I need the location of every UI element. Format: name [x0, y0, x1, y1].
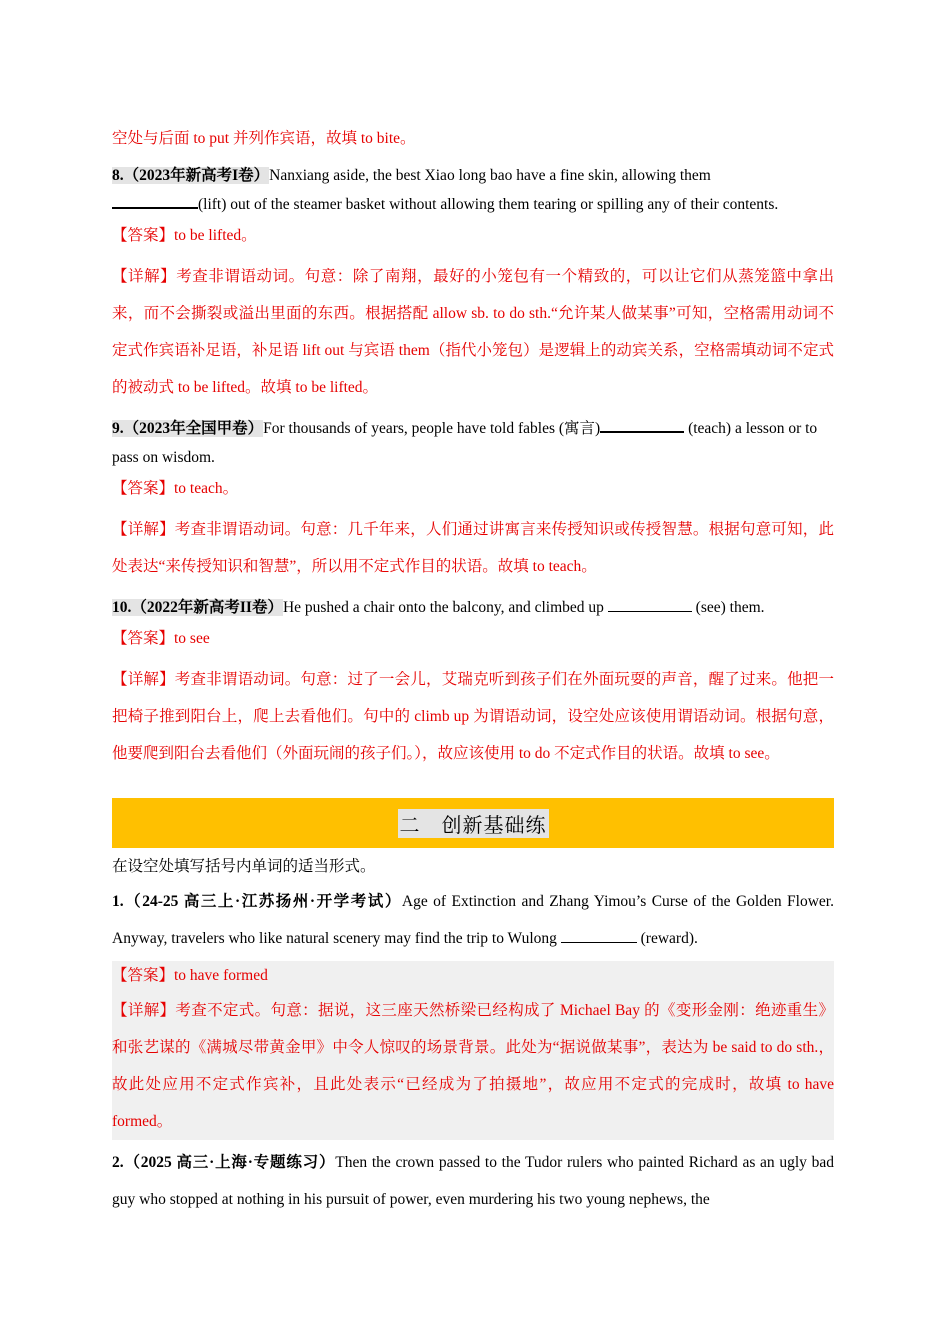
- question-10-source: 10.（2022年新高考II卷）: [112, 599, 283, 616]
- exercise-2-source: 2.（2025 高三·上海·专题练习）: [112, 1154, 336, 1171]
- exercise-1-answer: 【答案】to have formed: [112, 967, 268, 984]
- question-9-text-b: (teach) a lesson or to pass on wisdom.: [112, 420, 818, 466]
- exercise-1-detail: 【详解】考查不定式。句意：据说，这三座天然桥梁已经构成了 Michael Bay 的《变形金刚：绝迹重生》和张艺谋的《满城尽带黄金甲》中令人惊叹的场景背景。此处为“据说做某事”，表达为 be said to do sth.，故此处应用不定式作宾补，且此处表示“已经成为了拍摄地”，故应用不定式的完成时，故填 to have formed。: [112, 1002, 834, 1130]
- answer-blank[interactable]: [112, 193, 198, 209]
- exercise-1: [112, 883, 834, 1140]
- question-8-text-a: Nanxiang aside, the best Xiao long bao have a fine skin, allowing them: [269, 167, 711, 184]
- question-10-stem: [112, 593, 834, 622]
- question-10-answer: 【答案】to see: [112, 630, 210, 647]
- question-10-text-b: (see) them.: [695, 599, 765, 616]
- question-10-text-a: He pushed a chair onto the balcony, and climbed up: [282, 599, 604, 616]
- exercise-1-text-a: Age of Extinction and Zhang Yimou’s Curse of the Golden Flower. Anyway, travelers who like natural scenery may find the trip to Wulong: [112, 893, 834, 947]
- answer-blank[interactable]: [600, 417, 684, 433]
- question-9-source: 9.（2023年全国甲卷）: [112, 420, 264, 437]
- question-9: [112, 414, 834, 585]
- question-9-answer: 【答案】to teach。: [112, 480, 239, 497]
- exercise-1-text-b: (reward).: [640, 930, 698, 947]
- question-9-detail: 【详解】考查非谓语动词。句意：几千年来，人们通过讲寓言来传授知识或传授智慧。根据句意可知，此处表达“来传授知识和智慧”，所以用不定式作目的状语。故填 to teach。: [112, 521, 834, 575]
- exercise-1-source: 1.（24-25 高三上·江苏扬州·开学考试）: [112, 893, 402, 910]
- question-8-source: 8.（2023年新高考I卷）: [112, 167, 270, 184]
- section-title: 二 创新基础练: [398, 809, 549, 838]
- section-instruction: 在设空处填写括号内单词的适当形式。: [112, 858, 376, 875]
- question-9-stem: [112, 414, 834, 472]
- question-8-text-b: (lift) out of the steamer basket without allowing them tearing or spilling any of their contents.: [198, 196, 779, 213]
- exercise-1-answer-block: [112, 961, 834, 1140]
- question-8-detail: 【详解】考查非谓语动词。句意：除了南翔，最好的小笼包有一个精致的，可以让它们从蒸笼篮中拿出来，而不会撕裂或溢出里面的东西。根据搭配 allow sb. to do sth.“允许某人做某事”可知，空格需用动词不定式作宾语补足语，补足语 lift out 与宾语 them（指代小笼包）是逻辑上的动宾关系，空格需填动词不定式的被动式 to be lifted。故填 to be lifted。: [112, 268, 834, 396]
- section-header-bar: [112, 798, 834, 848]
- question-8: [112, 161, 834, 406]
- answer-blank[interactable]: [608, 597, 692, 612]
- document-content: [112, 124, 834, 1218]
- exercise-2: [112, 1144, 834, 1218]
- exercise-2-text: Then the crown passed to the Tudor rulers who painted Richard as an ugly bad guy who stopped at nothing in his pursuit of power, even murdering his two young nephews, the: [112, 1154, 834, 1208]
- answer-blank[interactable]: [561, 928, 637, 943]
- exercise-2-stem: [112, 1144, 834, 1218]
- question-9-text-a: For thousands of years, people have told fables (寓言): [263, 420, 601, 437]
- question-10-detail: 【详解】考查非谓语动词。句意：过了一会儿，艾瑞克听到孩子们在外面玩耍的声音，醒了过来。他把一把椅子推到阳台上，爬上去看他们。句中的 climb up 为谓语动词，设空处应该使用谓语动词。根据句意，他要爬到阳台去看他们（外面玩闹的孩子们。），故应该使用 to do 不定式作目的状语。故填 to see。: [112, 671, 834, 762]
- question-8-stem: [112, 161, 834, 219]
- question-10: [112, 593, 834, 772]
- question-8-answer: 【答案】to be lifted。: [112, 227, 257, 244]
- q7-explanation-tail: 空处与后面 to put 并列作宾语，故填 to bite。: [112, 130, 416, 147]
- exercise-1-stem: [112, 883, 834, 957]
